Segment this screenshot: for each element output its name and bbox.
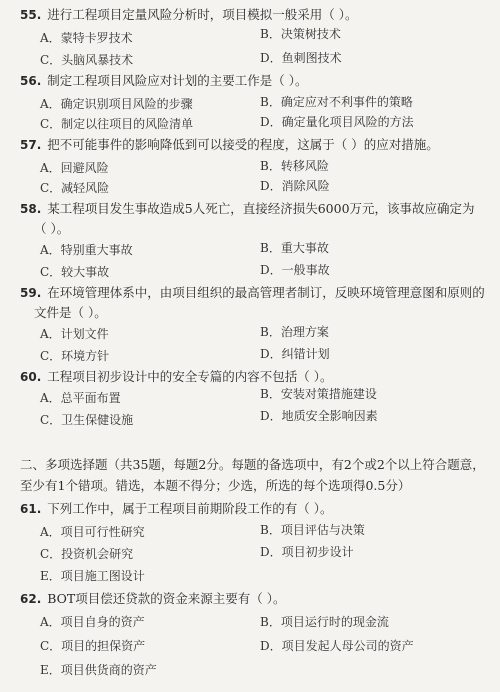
option-d: D．地质安全影响因素: [260, 409, 378, 423]
option-b: B．确定应对不利事件的策略: [260, 95, 413, 109]
option-c: C．投资机会研究: [40, 547, 134, 561]
question-61: [20, 500, 485, 518]
option-b: B．转移风险: [260, 159, 329, 173]
option-a: A．项目自身的资产: [40, 615, 145, 629]
option-b: B．安装对策措施建设: [260, 387, 377, 401]
question-stem: 在环境管理体系中，由项目组织的最高管理者制订，反映环境管理意图和原则的: [47, 285, 485, 300]
option-c: C．减轻风险: [40, 181, 110, 195]
option-a: A．总平面布置: [40, 391, 121, 405]
option-d: D．项目初步设计: [260, 545, 354, 559]
question-58: [20, 200, 485, 218]
question-number: 59.: [20, 286, 42, 300]
question-number: 61.: [20, 502, 42, 516]
question-number: 57.: [20, 138, 42, 152]
option-b: B．决策树技术: [260, 27, 341, 41]
option-a: A．特别重大事故: [40, 243, 133, 257]
option-d: D．纠错计划: [260, 347, 330, 361]
option-c: C．制定以往项目的风险清单: [40, 117, 194, 131]
question-stem: 工程项目初步设计中的安全专篇的内容不包括（ ）。: [47, 369, 333, 384]
option-c: C．较大事故: [40, 265, 110, 279]
question-number: 58.: [20, 202, 42, 216]
option-a: A．蒙特卡罗技术: [40, 31, 133, 45]
option-a: A．确定识别项目风险的步骤: [40, 97, 193, 111]
section-heading: 二、多项选择题（共35题，每题2分。每题的备选项中，有2个或2个以上符合题意，至少有1个错项。错选，本题不得分；少选，所选的每个选项得0.5分）: [20, 457, 485, 493]
question-stem: 制定工程项目风险应对计划的主要工作是（ ）。: [47, 73, 308, 88]
question-59: [20, 284, 485, 302]
option-d: D．项目发起人母公司的资产: [260, 639, 414, 653]
question-stem: 进行工程项目定量风险分析时，项目模拟一般采用（ ）。: [47, 7, 358, 22]
option-b: B．重大事故: [260, 241, 329, 255]
question-stem: 某工程项目发生事故造成5人死亡，直接经济损失6000万元，该事故应确定为: [47, 201, 475, 216]
option-d: D．鱼刺图技术: [260, 51, 342, 65]
option-c: C．环境方针: [40, 349, 110, 363]
question-stem: 把不可能事件的影响降低到可以接受的程度，这属于（ ）的应对措施。: [47, 137, 439, 152]
option-e: E．项目施工图设计: [40, 569, 145, 583]
option-d: D．消除风险: [260, 179, 330, 193]
question-number: 55.: [20, 8, 42, 22]
option-a: A．项目可行性研究: [40, 525, 145, 539]
option-c: C．卫生保健设施: [40, 413, 134, 427]
option-c: C．头脑风暴技术: [40, 53, 134, 67]
option-d: D．确定量化项目风险的方法: [260, 115, 414, 129]
option-a: A．计划文件: [40, 327, 109, 341]
question-stem: 下列工作中，属于工程项目前期阶段工作的有（ ）。: [47, 501, 333, 516]
option-a: A．回避风险: [40, 161, 109, 175]
option-b: B．治理方案: [260, 325, 329, 339]
question-stem-continued: 文件是（ ）。: [34, 305, 107, 320]
option-b: B．项目运行时的现金流: [260, 615, 389, 629]
option-c: C．项目的担保资产: [40, 639, 146, 653]
option-e: E．项目供货商的资产: [40, 663, 157, 677]
question-number: 60.: [20, 370, 42, 384]
question-number: 62.: [20, 592, 42, 606]
question-stem-continued: （ ）。: [34, 221, 70, 236]
question-60: [20, 368, 485, 386]
question-56: [20, 72, 485, 90]
question-57: [20, 136, 485, 154]
question-stem: BOT项目偿还贷款的资金来源主要有（ ）。: [47, 591, 286, 606]
question-62: [20, 590, 485, 608]
option-b: B．项目评估与决策: [260, 523, 365, 537]
option-d: D．一般事故: [260, 263, 330, 277]
question-number: 56.: [20, 74, 42, 88]
question-55: [20, 6, 485, 24]
